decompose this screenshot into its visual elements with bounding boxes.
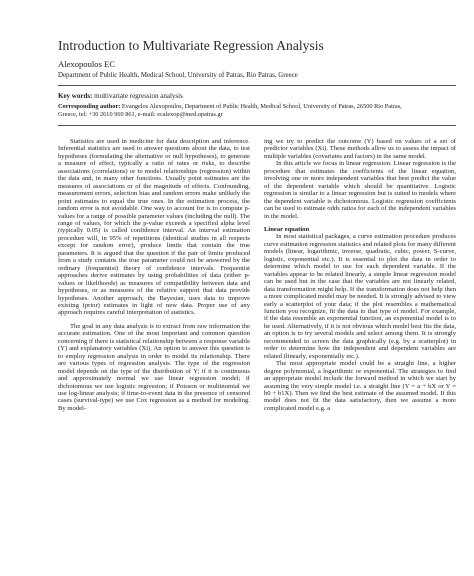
left-paragraph-1: Statistics are used in medicine for data description and inference. Inferential statistics are used to answer questions about the data, to test hypotheses (formulating the alternative or null hypotheses), to generate a measure of effect, typically a ratio of rates or risks, to describe associations (correlations) or to model relationships (regression) within the data and, in many other functions. Usually point estimates are the measures of associations or of the magnitude of effects. Confounding, measurement errors, selection bias and random errors make unlikely the point estimates to equal the true ones. In the estimation process, the random error is not avoidable. One way to account for is to compute p-values for a range of possible parameter values (including the null). The range of values, for which the p-value exceeds a specified alpha level (typically 0.05) is called confidence interval. An interval estimation procedure will, in 95% of repetitions (identical studies in all respects except for random error), produce limits that contain the true parameters. It is argued that the question if the pair of limits produced from a study contains the true parameter could not be answered by the ordinary (frequentist) theory of confidence intervals. Frequentist approaches derive estimates by using probabilities of data (either p-values or likelihoods) as measures of compatibility between data and hypotheses, or as measures of the relative support that data provide hypotheses. Another approach, the Bayesian, uses data to improve existing (prior) estimates in light of new data. Proper use of any approach requires careful interpretation of statistics. — [58, 138, 250, 317]
keywords-text: multivariate regression analysis — [94, 92, 183, 100]
corresponding-line1: Evangelos Alexopoulos, Department of Public Health, Medical School, University of Patras, 26500 Rio Patras, — [121, 103, 402, 110]
right-paragraph-2: In this article we focus in linear regression. Linear regression is the procedure that estimates the coefficients of the linear equation, involving one or more independent variables that best predict the value of the dependent variable which should be quantitative. Logistic regression is similar to a linear regression but is suited to models where the dependent variable is dichotomous. Logistic regression coefficients can be used to estimate odds ratios for each of the independent variables in the model. — [264, 160, 456, 220]
corresponding-author — [58, 103, 456, 120]
keywords-label: Key words: — [58, 92, 93, 100]
divider-bottom — [58, 125, 456, 126]
left-column — [58, 138, 250, 412]
right-column — [264, 138, 456, 412]
paper-page — [58, 0, 456, 576]
right-paragraph-1: ing we try to predict the outcome (Y) based on values of a set of predictor variables (Xi). These methods allow us to assess the impact of multiple variables (covariates and factors) in the same model. — [264, 138, 456, 160]
affiliation: Department of Public Health, Medical School, University of Patras, Rio Patras, Greece — [58, 72, 298, 79]
section-heading-linear-equation: Linear equation — [264, 225, 310, 233]
author-name: Alexopoulos EC — [58, 59, 116, 69]
left-paragraph-2: The goal in any data analysis is to extract from raw information the accurate estimation. One of the most important and common question concerning if there is statistical relationship between a response variable (Y) and explanatory variables (Xi). An option to answer this question is to employ regression analysis in order to model its relationship. There are various types of regression analysis. The type of the regression model depends on the type of the distribution of Y; if it is continuous and approximately normal we use linear regression model; if dichotomous we use logistic regression; if Poisson or multinomial we use log-linear analysis; if time-to-event data in the presence of censored cases (survival-type) we use Cox regression as a method for modeling. By model- — [58, 322, 250, 412]
paper-title: Introduction to Multivariate Regression Analysis — [58, 38, 324, 53]
keywords-line — [58, 92, 183, 100]
right-paragraph-3: In most statistical packages, a curve estimation procedure produces curve estimation regression statistics and related plots for many different models (linear, logarithmic, inverse, quadratic, cubic, power, S-curve, logistic, exponential etc.). It is essential to plot the data in order to determine which model to use for each dependent variable. If the variables appear to be related linearly, a simple linear regression model can be used but in the case that the variables are not linearly related, data transformation might help. If the transformation does not help then a more complicated model may be needed. It is strongly advised to view early a scatterplot of your data; if the plot resembles a mathematical function you recognize, fit the data to that type of model. For example, if the data resemble an exponential function, an exponential model is to be used. Alternatively, if it is not obvious which model best fits the data, an option is to try several models and select among them. It is strongly recommended to screen the data graphically (e.g. by a scatterplot) in order to determine how the independent and dependent variables are related (linearly, exponentially etc.). — [264, 233, 456, 360]
corresponding-line2: Greece, tel: +30 2610 969 861, e-mail: ecalexop@med.upatras.gr — [58, 111, 223, 119]
corresponding-label: Corresponding author: — [58, 103, 121, 110]
right-paragraph-4: The most appropriate model could be a straight line, a higher degree polynomial, a logarithmic or exponential. The strategies to find an appropriate model include the forward method in which we start by assuming the very simple model i.e. a straight line (Y = a + bX or Y = b0 + b1X). Then we find the best estimate of the assumed model. If this model does not fit the data satisfactory, then we assume a more complicated model e.g. a — [264, 360, 456, 412]
divider-top — [58, 85, 456, 86]
